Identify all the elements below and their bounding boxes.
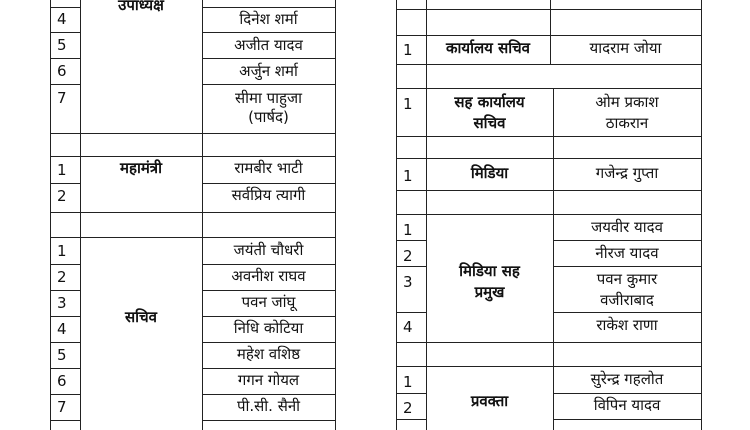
member-name: राकेश राणा: [596, 316, 658, 334]
serial-number: 4: [57, 320, 67, 338]
member-name: गगन गोयल: [237, 371, 300, 389]
member-name: रामबीर भाटी: [234, 159, 303, 177]
table-border: [50, 0, 51, 430]
table-border: [396, 214, 701, 215]
table-border: [50, 133, 335, 134]
table-border: [202, 58, 335, 59]
post-title: कार्यालय सचिव: [446, 39, 530, 57]
post-title: उपाध्यक्ष: [118, 0, 164, 14]
table-border: [50, 342, 80, 343]
table-border: [396, 342, 701, 343]
table-border: [50, 84, 80, 85]
table-border: [396, 393, 426, 394]
table-border: [396, 158, 701, 159]
member-name: सर्वप्रिय त्यागी: [231, 186, 306, 204]
table-border: [396, 240, 426, 241]
serial-number: 1: [403, 95, 413, 113]
table-border: [50, 32, 80, 33]
table-border: [50, 7, 80, 8]
table-border: [553, 240, 701, 241]
serial-number: 1: [403, 167, 413, 185]
table-border: [396, 64, 701, 65]
table-border: [202, 290, 335, 291]
table-border: [202, 84, 335, 85]
member-name: नीरज यादव: [595, 244, 659, 262]
post-title-line2: प्रमुख: [474, 283, 505, 301]
serial-number: 6: [57, 372, 67, 390]
table-border: [553, 393, 701, 394]
table-border: [202, 394, 335, 395]
table-border: [50, 316, 80, 317]
member-name: सुरेन्द्र गहलोत: [590, 370, 664, 388]
post-title: सह कार्यालय: [454, 93, 525, 111]
serial-number: 1: [403, 41, 413, 59]
table-border: [202, 7, 335, 8]
table-border: [50, 183, 80, 184]
serial-number: 4: [403, 318, 413, 336]
table-border: [50, 394, 80, 395]
table-border: [396, 190, 701, 191]
member-name: अवनीश राघव: [231, 267, 306, 285]
post-title-line2: सचिव: [473, 114, 506, 132]
table-border: [202, 183, 335, 184]
serial-number: 2: [403, 247, 413, 265]
member-name: पवन कुमार: [596, 270, 658, 288]
serial-number: 2: [403, 399, 413, 417]
member-name: पवन जांघू: [241, 293, 296, 311]
table-border: [202, 368, 335, 369]
member-name: अजीत यादव: [234, 36, 303, 54]
member-name: अर्जुन शर्मा: [239, 62, 298, 80]
member-name: यादराम जोया: [589, 39, 662, 57]
serial-number: 1: [57, 161, 67, 179]
table-border: [50, 290, 80, 291]
member-name-line2: वजीराबाद: [600, 291, 654, 309]
member-name: ओम प्रकाश: [595, 93, 659, 111]
serial-number: 1: [57, 242, 67, 260]
member-note: (पार्षद): [248, 108, 289, 126]
member-name: जयवीर यादव: [591, 218, 663, 236]
table-border: [202, 32, 335, 33]
serial-number: 2: [57, 187, 67, 205]
table-border: [553, 312, 701, 313]
table-border: [396, 266, 426, 267]
member-name: विपिन यादव: [593, 396, 661, 414]
table-border: [50, 237, 335, 238]
table-border: [202, 342, 335, 343]
table-border: [50, 420, 80, 421]
table-border: [396, 88, 701, 89]
table-border: [80, 0, 81, 430]
table-border: [396, 35, 701, 36]
post-title: मिडिया: [470, 164, 509, 182]
serial-number: 3: [403, 273, 413, 291]
serial-number: 1: [403, 221, 413, 239]
table-border: [553, 419, 701, 420]
table-border: [50, 156, 335, 157]
post-title: प्रवक्ता: [470, 392, 509, 410]
member-name: जयंती चौधरी: [233, 241, 304, 259]
table-border: [50, 58, 80, 59]
serial-number: 3: [57, 294, 67, 312]
table-border: [335, 0, 336, 430]
serial-number: 5: [57, 346, 67, 364]
table-border: [202, 264, 335, 265]
table-border: [396, 419, 426, 420]
member-name: सीमा पाहुजा: [234, 89, 303, 107]
serial-number: 7: [57, 398, 67, 416]
member-name: गजेन्द्र गुप्ता: [595, 164, 659, 182]
table-border: [50, 264, 80, 265]
member-name: निधि कोटिया: [233, 319, 304, 337]
table-border: [396, 136, 701, 137]
table-border: [396, 366, 701, 367]
table-border: [50, 212, 335, 213]
post-title: महामंत्री: [120, 159, 162, 177]
table-border: [396, 9, 701, 10]
table-border: [202, 420, 335, 421]
table-border: [202, 316, 335, 317]
post-title: मिडिया सह: [459, 262, 520, 280]
member-name: महेश वशिष्ठ: [236, 345, 301, 363]
serial-number: 2: [57, 268, 67, 286]
serial-number: 1: [403, 373, 413, 391]
table-border: [396, 312, 426, 313]
serial-number: 5: [57, 36, 67, 54]
serial-number: 4: [57, 10, 67, 28]
table-border: [50, 368, 80, 369]
member-name-line2: ठाकरान: [605, 114, 649, 132]
post-title: सचिव: [125, 308, 157, 326]
table-border: [553, 266, 701, 267]
member-name: दिनेश शर्मा: [239, 10, 298, 28]
member-name: पी.सी. सैनी: [236, 397, 301, 415]
serial-number: 7: [57, 89, 67, 107]
serial-number: 6: [57, 62, 67, 80]
table-border: [701, 0, 702, 430]
